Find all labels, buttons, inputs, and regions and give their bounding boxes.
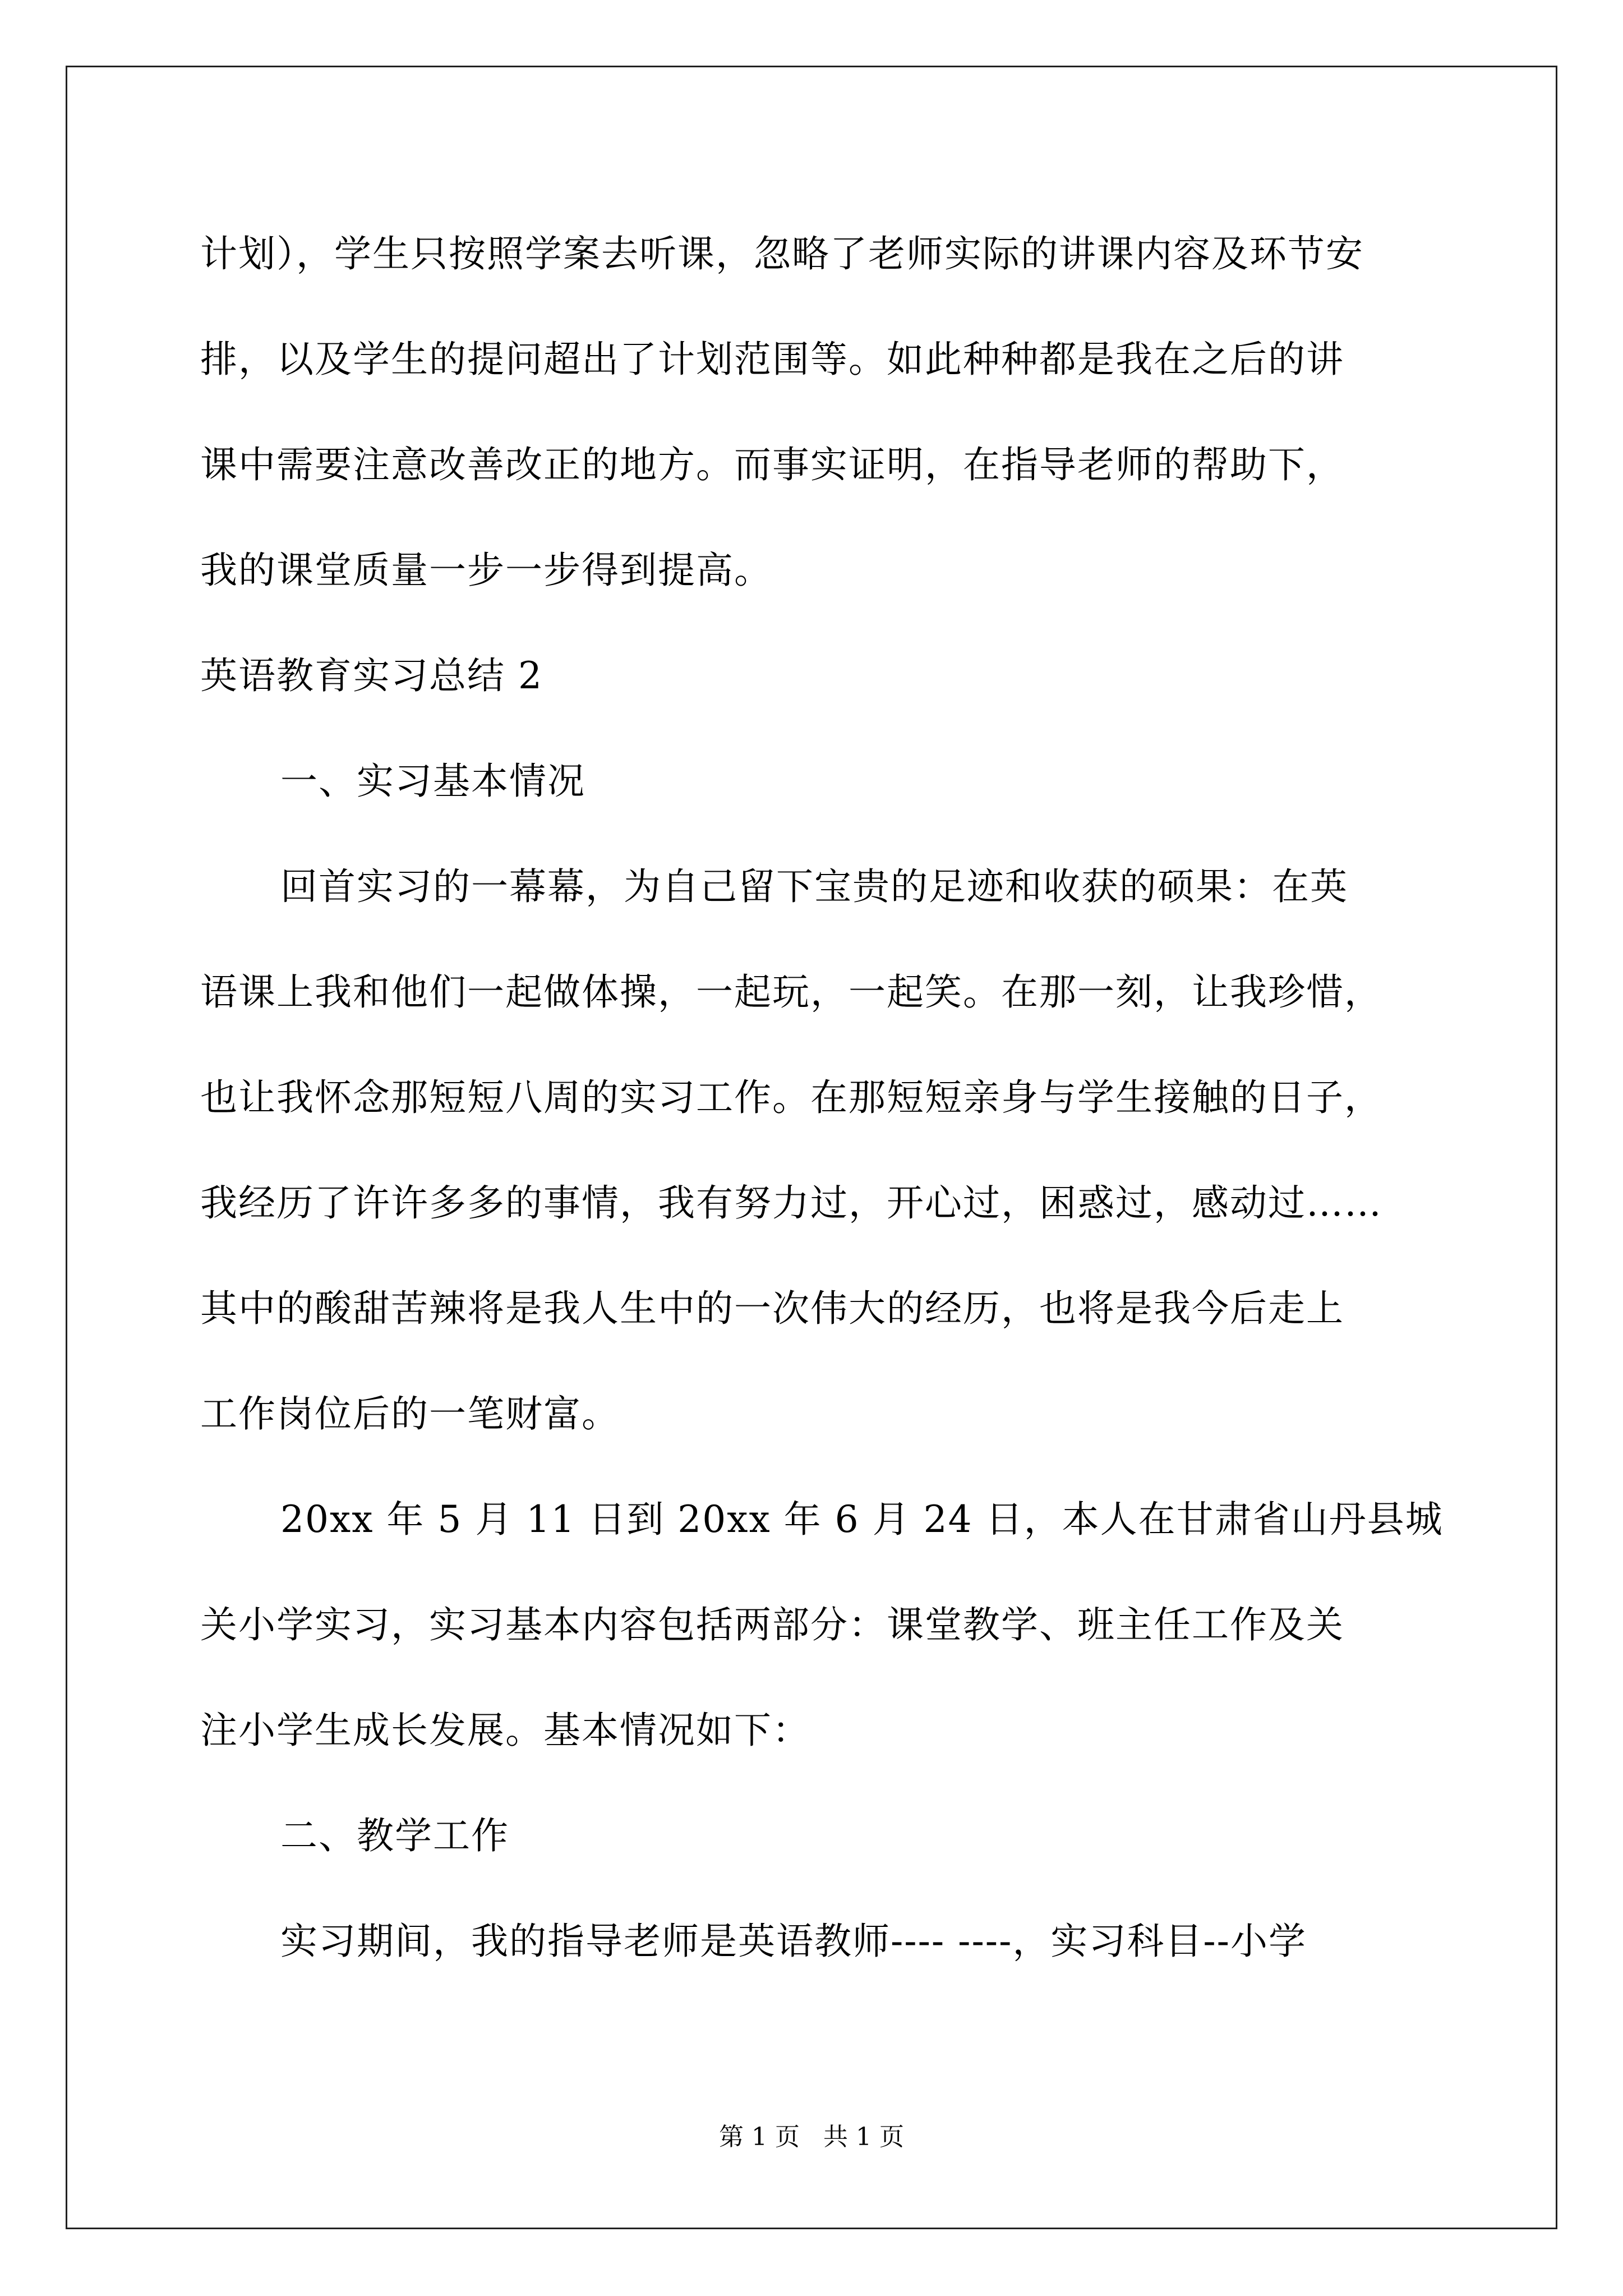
section-heading: 一、实习基本情况 — [280, 760, 585, 803]
paragraph-line: 工作岗位后的一笔财富。 — [200, 1392, 620, 1435]
page-border — [66, 66, 1557, 2229]
paragraph-line: 语课上我和他们一起做体操，一起玩，一起笑。在那一刻，让我珍惜， — [200, 970, 1382, 1014]
paragraph-line: 计划），学生只按照学案去听课，忽略了老师实际的讲课内容及环节安 — [200, 232, 1364, 275]
paragraph-line: 回首实习的一幕幕，为自己留下宝贵的足迹和收获的硕果：在英 — [280, 865, 1348, 908]
paragraph-line: 我经历了许许多多的事情，我有努力过，开心过，困惑过，感动过…… — [200, 1181, 1382, 1225]
paragraph-line: 实习期间，我的指导老师是英语教师---- ----，实习科目--小学 — [280, 1920, 1307, 1963]
paragraph-line: 关小学实习，实习基本内容包括两部分：课堂教学、班主任工作及关 — [200, 1603, 1344, 1646]
paragraph-line: 其中的酸甜苦辣将是我人生中的一次伟大的经历，也将是我今后走上 — [200, 1287, 1344, 1330]
paragraph-line: 课中需要注意改善改正的地方。而事实证明，在指导老师的帮助下， — [200, 443, 1344, 486]
paragraph-line: 20xx 年 5 月 11 日到 20xx 年 6 月 24 日，本人在甘肃省山丹县城 — [280, 1498, 1444, 1541]
section-heading: 二、教学工作 — [280, 1814, 509, 1857]
paragraph-line: 也让我怀念那短短八周的实习工作。在那短短亲身与学生接触的日子， — [200, 1076, 1382, 1119]
paragraph-line: 我的课堂质量一步一步得到提高。 — [200, 549, 772, 592]
section-title: 英语教育实习总结 2 — [200, 654, 543, 697]
paragraph-line: 排，以及学生的提问超出了计划范围等。如此种种都是我在之后的讲 — [200, 338, 1344, 381]
paragraph-line: 注小学生成长发展。基本情况如下： — [200, 1709, 810, 1752]
page-footer: 第 1 页 共 1 页 — [719, 2123, 904, 2151]
